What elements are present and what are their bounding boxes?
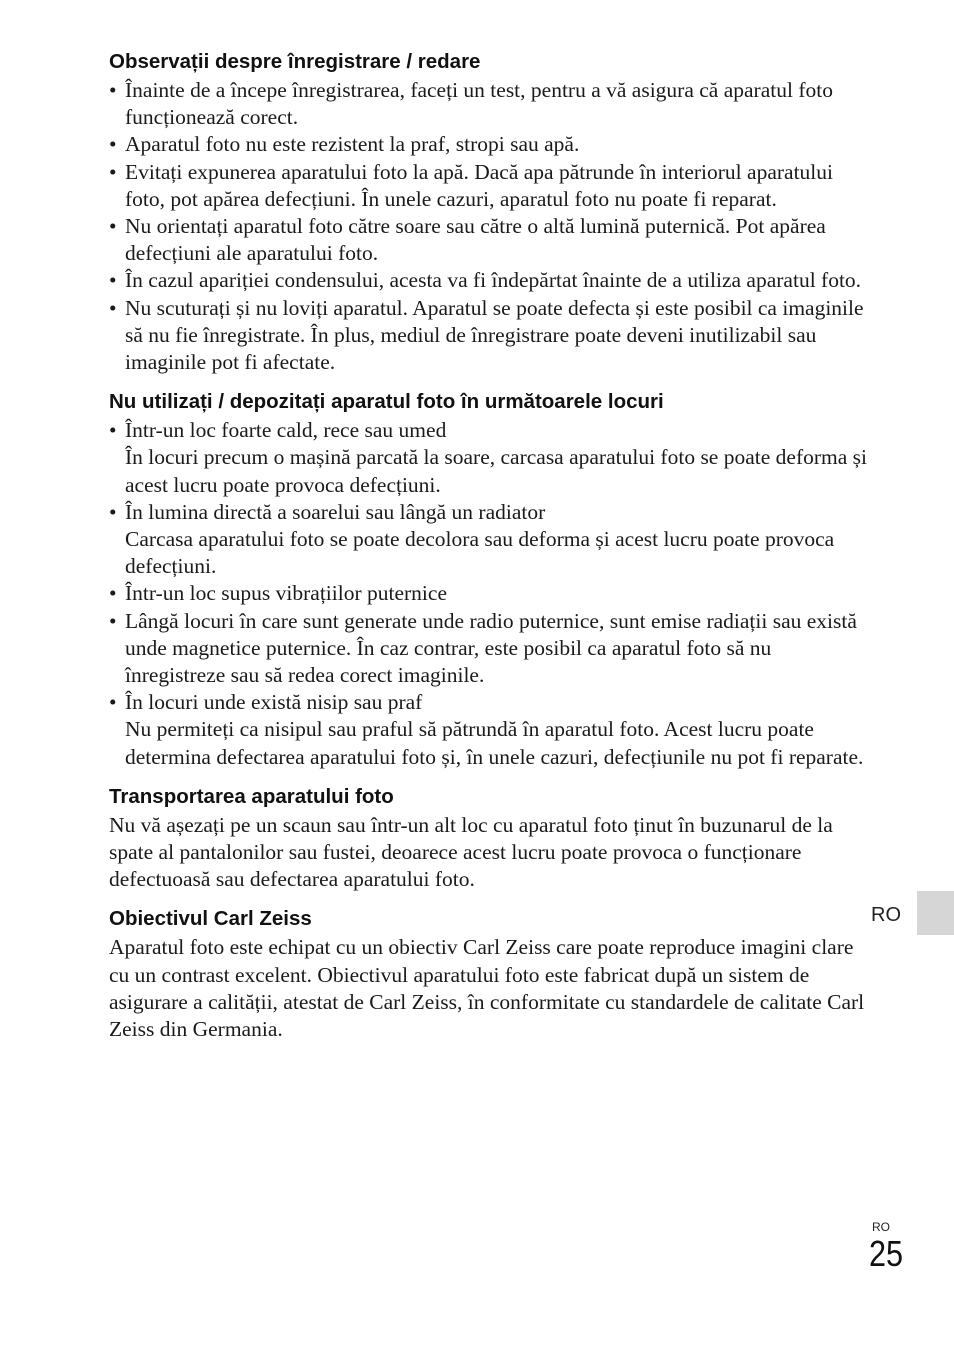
section-heading: Obiectivul Carl Zeiss (109, 907, 312, 931)
list-item (109, 499, 869, 581)
page-content (109, 48, 869, 1055)
list-item-text: Aparatul foto nu este rezistent la praf, stropi sau apă. (125, 132, 580, 157)
list-item (109, 417, 869, 499)
section-heading: Observații despre înregistrare / redare (109, 50, 481, 73)
language-side-tab (917, 891, 954, 935)
list-item (109, 580, 869, 607)
bullet-icon: • (109, 608, 117, 633)
bullet-list (109, 417, 869, 771)
bullet-icon: • (109, 418, 117, 443)
list-item (109, 689, 869, 771)
language-tab-label: RO (871, 904, 901, 926)
bullet-icon: • (109, 690, 117, 715)
list-item-text: Nu scuturați și nu loviți aparatul. Aparatul se poate defecta și este posibil ca imaginile să nu fie înregistrate. În plus, mediul de înregistrare poate deveni inutilizabil sau imaginile pot fi afectate. (125, 295, 864, 375)
bullet-icon: • (109, 78, 117, 102)
section-heading: Transportarea aparatului foto (109, 784, 394, 808)
section-transport (109, 783, 869, 894)
list-item (109, 131, 869, 158)
list-item (109, 213, 869, 267)
section-paragraph: Aparatul foto este echipat cu un obiectiv Carl Zeiss care poate reproduce imagini clare cu un contrast excelent. Obiectivul aparatului foto este fabricat după un sistem de asigurare a calității, atestat de Carl Zeiss, în conformitate cu standardele de calitate Carl Zeiss din Germania. (109, 935, 865, 1042)
section-storage-places (109, 388, 869, 771)
section-recording-notes (109, 48, 869, 376)
section-carl-zeiss-lens (109, 905, 869, 1043)
bullet-icon: • (109, 581, 117, 606)
list-item (109, 295, 869, 377)
bullet-list (109, 77, 869, 376)
list-item-text: Nu orientați aparatul foto către soare sau către o altă lumină puternică. Pot apărea defecțiuni ale aparatului foto. (125, 214, 826, 266)
bullet-icon: • (109, 214, 117, 239)
bullet-icon: • (109, 295, 117, 320)
list-item (109, 267, 869, 294)
bullet-icon: • (109, 268, 117, 293)
list-item (109, 159, 869, 213)
list-item-text: Într-un loc foarte cald, rece sau umed (125, 418, 447, 443)
list-item-detail: Nu permiteți ca nisipul sau praful să pătrundă în aparatul foto. Acest lucru poate determina defectarea aparatului foto și, în unele cazuri, defecțiunile nu pot fi reparate. (125, 717, 864, 769)
list-item (109, 608, 869, 690)
list-item-text: Lângă locuri în care sunt generate unde radio puternice, sunt emise radiații sau există unde magnetice puternice. În caz contrar, este posibil ca aparatul foto să nu înregistreze sau să redea corect imaginile. (125, 608, 857, 688)
section-heading: Nu utilizați / depozitați aparatul foto în următoarele locuri (109, 390, 664, 414)
bullet-icon: • (109, 499, 117, 524)
list-item-text: Evitați expunerea aparatului foto la apă. Dacă apa pătrunde în interiorul aparatului foto, pot apărea defecțiuni. În unele cazuri, aparatul foto nu poate fi reparat. (125, 159, 833, 211)
page-number: 25 (869, 1233, 904, 1274)
list-item-text: Înainte de a începe înregistrarea, faceți un test, pentru a vă asigura că aparatul foto funcționează corect. (125, 78, 833, 130)
list-item (109, 77, 869, 131)
section-paragraph: Nu vă așezați pe un scaun sau într-un alt loc cu aparatul foto ținut în buzunarul de la spate al pantalonilor sau fustei, deoarece acest lucru poate provoca o funcționare defectuoasă sau defectarea aparatului foto. (109, 812, 833, 892)
list-item-text: În cazul apariției condensului, acesta va fi îndepărtat înainte de a utiliza aparatul foto. (125, 268, 862, 293)
list-item-detail: Carcasa aparatului foto se poate decolora sau deforma și acest lucru poate provoca defecțiuni. (125, 527, 835, 579)
list-item-text: În locuri unde există nisip sau praf (125, 690, 423, 715)
list-item-detail: În locuri precum o mașină parcată la soare, carcasa aparatului foto se poate deforma și acest lucru poate provoca defecțiuni. (125, 445, 868, 497)
list-item-text: În lumina directă a soarelui sau lângă un radiator (125, 499, 546, 524)
bullet-icon: • (109, 159, 117, 184)
bullet-icon: • (109, 132, 117, 157)
list-item-text: Într-un loc supus vibrațiilor puternice (125, 581, 447, 606)
page-language-code: RO (872, 1220, 890, 1234)
